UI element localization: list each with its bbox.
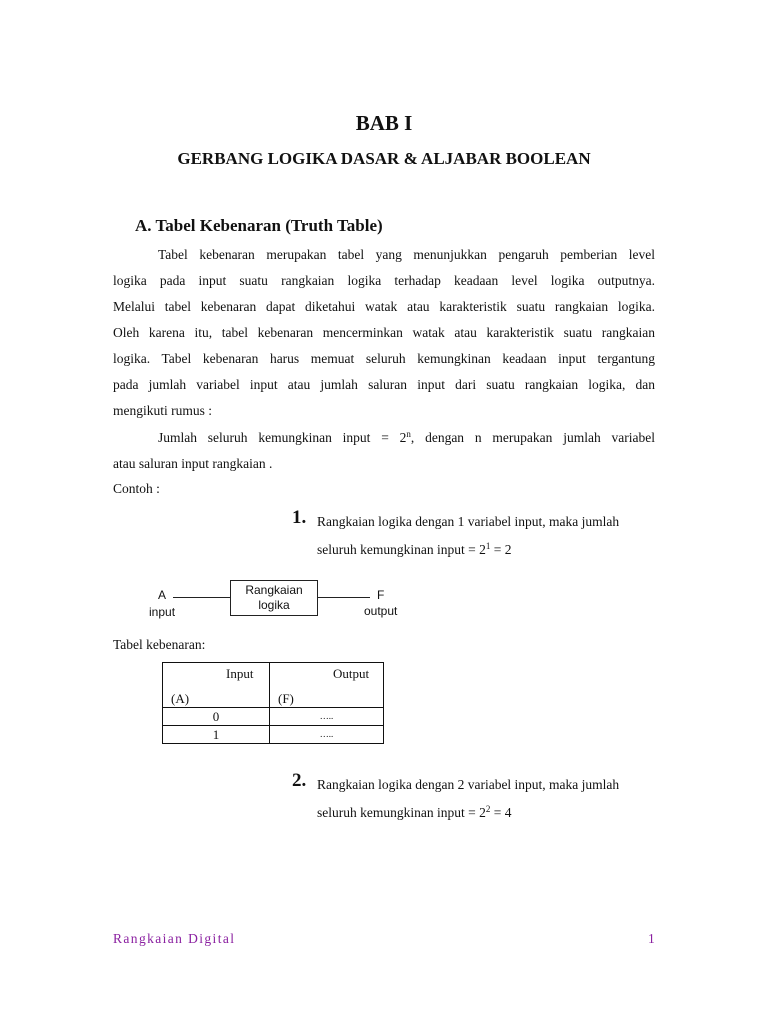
logic-circuit-box <box>230 580 318 616</box>
paragraph-line: mengikuti rumus : <box>113 403 212 418</box>
table-header-row <box>163 663 384 708</box>
item-2-exponent: 2 <box>485 804 491 814</box>
section-title: A. Tabel Kebenaran (Truth Table) <box>135 216 383 235</box>
paragraph-line: logika. Tabel kebenaran harus memuat seluruh kemungkinan keadaan input tergantung <box>113 351 655 366</box>
item-2-formula: seluruh kemungkinan input = 2 <box>317 805 486 820</box>
paragraph-line: logika pada input suatu rangkaian logika terhadap keadaan level logika outputnya. <box>113 273 655 288</box>
paragraph-line: Oleh karena itu, tabel kebenaran mencerminkan watak atau karakteristik suatu rangkaian <box>113 325 655 340</box>
item-1-text <box>317 508 619 564</box>
row-input: 0 <box>163 708 270 726</box>
item-1-number: 1. <box>292 507 307 528</box>
paragraph-line: Melalui tabel kebenaran dapat diketahui watak atau karakteristik suatu rangkaian logika. <box>113 299 655 314</box>
item-2-text <box>317 771 619 827</box>
paragraph-line: Tabel kebenaran merupakan tabel yang menunjukkan pengaruh pemberian level <box>158 247 655 262</box>
item-2-line1: Rangkaian logika dengan 2 variabel input, maka jumlah <box>317 777 620 792</box>
item-1-result: = 2 <box>490 542 512 557</box>
item-1-line2 <box>317 536 619 564</box>
page-number: 1 <box>648 931 655 946</box>
table-row <box>163 726 384 744</box>
box-label-line1: Rangkaian <box>245 583 303 597</box>
input-variable-label: A <box>158 588 167 602</box>
row-input: 1 <box>163 726 270 744</box>
truth-table-label: Tabel kebenaran: <box>113 637 206 652</box>
item-1-exponent: 1 <box>485 541 491 551</box>
paragraph-input-formula <box>113 425 655 477</box>
example-label: Contoh : <box>113 481 160 496</box>
paragraph-truth-table-definition <box>113 242 655 424</box>
output-variable-label: F <box>377 588 385 602</box>
output-caption: output <box>364 604 398 618</box>
input-wire <box>173 597 230 598</box>
row-output: ….. <box>270 726 384 744</box>
formula-text-post: , dengan n merupakan jumlah variabel <box>410 430 655 445</box>
chapter-number: BAB I <box>355 111 413 135</box>
item-2-line2 <box>317 799 619 827</box>
output-wire <box>318 597 370 598</box>
paragraph-line <box>113 425 655 451</box>
footer-title: Rangkaian Digital <box>113 931 236 946</box>
header-output: Output <box>333 666 370 681</box>
header-input-cell <box>163 663 270 708</box>
header-input: Input <box>226 666 254 681</box>
header-input-var: (A) <box>171 691 190 706</box>
row-output: ….. <box>270 708 384 726</box>
paragraph-line: pada jumlah variabel input atau jumlah saluran input dari suatu rangkaian logika, dan <box>113 377 655 392</box>
block-diagram <box>140 576 420 626</box>
table-row <box>163 708 384 726</box>
header-output-var: (F) <box>278 691 294 706</box>
header-output-cell <box>270 663 384 708</box>
item-1-line1: Rangkaian logika dengan 1 variabel input, maka jumlah <box>317 514 620 529</box>
input-caption: input <box>149 605 176 619</box>
item-1-formula: seluruh kemungkinan input = 2 <box>317 542 486 557</box>
chapter-title: GERBANG LOGIKA DASAR & ALJABAR BOOLEAN <box>177 149 591 168</box>
item-2-number: 2. <box>292 770 307 791</box>
truth-table <box>162 662 384 744</box>
formula-text: Jumlah seluruh kemungkinan input = 2 <box>158 430 407 445</box>
box-label-line2: logika <box>258 598 290 612</box>
paragraph-line: atau saluran input rangkaian . <box>113 456 273 471</box>
item-2-result: = 4 <box>490 805 512 820</box>
formula-exponent: n <box>406 429 411 439</box>
